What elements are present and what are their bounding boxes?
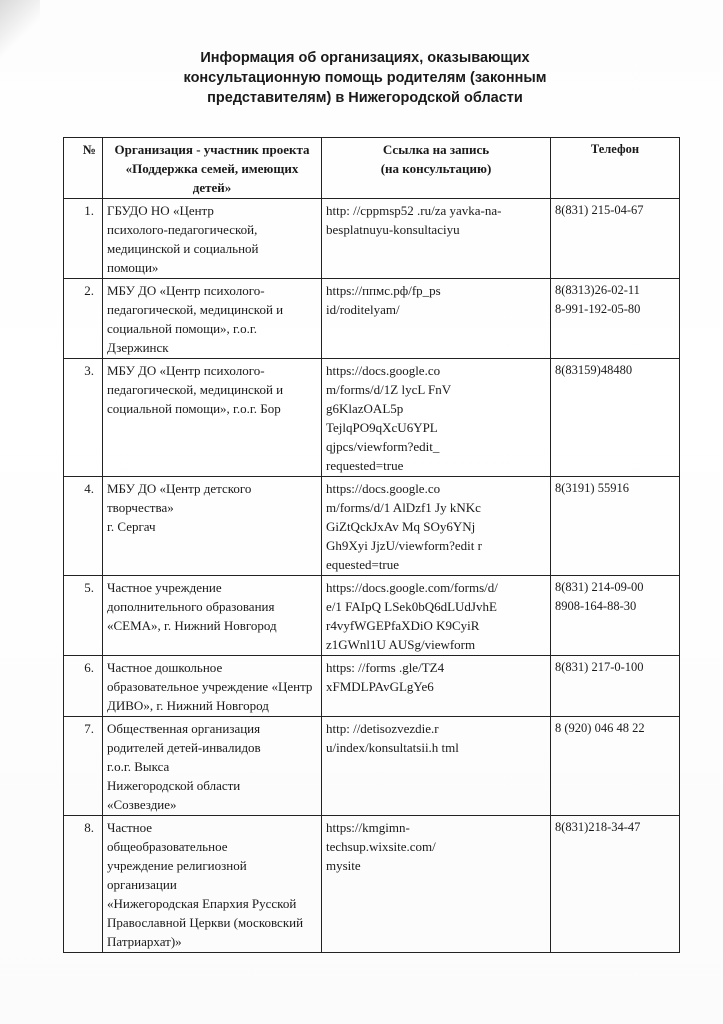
- header-number: №: [64, 138, 103, 199]
- table-row: [64, 656, 680, 717]
- row-organization: МБУ ДО «Центр психолого-педагогической, медицинской и социальной помощи», г.о.г. Бор: [103, 359, 322, 477]
- row-link[interactable]: http: //detisozvezdie.r u/index/konsultatsii.h tml: [322, 717, 551, 816]
- row-phone: 8(831) 214-09-00 8908-164-88-30: [551, 576, 680, 656]
- row-link[interactable]: https://docs.google.co m/forms/d/1 AlDzf1 Jy kNKc GiZtQckJxAv Mq SOy6YNj Gh9Xyi JjzU/viewform?edit r equested=true: [322, 477, 551, 576]
- row-link[interactable]: http: //cppmsp52 .ru/za yavka-na-besplatnuyu-konsultaciyu: [322, 199, 551, 279]
- table-row: [64, 199, 680, 279]
- row-number: 5.: [64, 576, 103, 656]
- row-number: 3.: [64, 359, 103, 477]
- row-organization: Частное дошкольное образовательное учреждение «Центр ДИВО», г. Нижний Новгород: [103, 656, 322, 717]
- row-number: 2.: [64, 279, 103, 359]
- organizations-table: [63, 137, 680, 953]
- row-number: 7.: [64, 717, 103, 816]
- row-link[interactable]: https://kmgimn- techsup.wixsite.com/ mysite: [322, 816, 551, 953]
- row-link[interactable]: https://docs.google.co m/forms/d/1Z lycL FnV g6KlazOAL5p TejlqPO9qXcU6YPL qjpcs/viewform?edit_ requested=true: [322, 359, 551, 477]
- table-header-row: [64, 138, 680, 199]
- row-phone: 8 (920) 046 48 22: [551, 717, 680, 816]
- row-phone: 8(831) 215-04-67: [551, 199, 680, 279]
- header-phone: Телефон: [551, 138, 680, 199]
- row-phone: 8(8313)26-02-11 8-991-192-05-80: [551, 279, 680, 359]
- row-number: 8.: [64, 816, 103, 953]
- row-phone: 8(831)218-34-47: [551, 816, 680, 953]
- table-row: [64, 717, 680, 816]
- row-phone: 8(83159)48480: [551, 359, 680, 477]
- row-link[interactable]: https://docs.google.com/forms/d/ e/1 FAIpQ LSek0bQ6dLUdJvhE r4vyfWGEPfaXDiO K9CyiR z1GWnl1U AUSg/viewform: [322, 576, 551, 656]
- table-row: [64, 477, 680, 576]
- row-phone: 8(3191) 55916: [551, 477, 680, 576]
- table-row: [64, 576, 680, 656]
- row-organization: Частное учреждение дополнительного образования «СЕМА», г. Нижний Новгород: [103, 576, 322, 656]
- row-number: 4.: [64, 477, 103, 576]
- document-heading: Информация об организациях, оказывающих консультационную помощь родителям (законным представителям) в Нижегородской области: [183, 50, 547, 106]
- row-organization: МБУ ДО «Центр детского творчества» г. Сергач: [103, 477, 322, 576]
- scan-edge-shadow: [0, 0, 40, 60]
- header-link: Ссылка на запись (на консультацию): [322, 138, 551, 199]
- row-link[interactable]: https://ппмс.рф/fp_ps id/roditelyam/: [322, 279, 551, 359]
- table-row: [64, 816, 680, 953]
- row-number: 6.: [64, 656, 103, 717]
- row-organization: МБУ ДО «Центр психолого-педагогической, медицинской и социальной помощи», г.о.г. Дзержинск: [103, 279, 322, 359]
- table-row: [64, 279, 680, 359]
- row-link[interactable]: https: //forms .gle/TZ4 xFMDLPAvGLgYe6: [322, 656, 551, 717]
- row-organization: Частное общеобразовательное учреждение религиозной организации «Нижегородская Епархия Русской Православной Церкви (московский Патриархат)»: [103, 816, 322, 953]
- row-organization: Общественная организация родителей детей-инвалидов г.о.г. Выкса Нижегородской области «Созвездие»: [103, 717, 322, 816]
- header-organization: Организация - участник проекта «Поддержка семей, имеющих детей»: [103, 138, 322, 199]
- table-row: [64, 359, 680, 477]
- row-number: 1.: [64, 199, 103, 279]
- row-organization: ГБУДО НО «Центр психолого-педагогической, медицинской и социальной помощи»: [103, 199, 322, 279]
- row-phone: 8(831) 217-0-100: [551, 656, 680, 717]
